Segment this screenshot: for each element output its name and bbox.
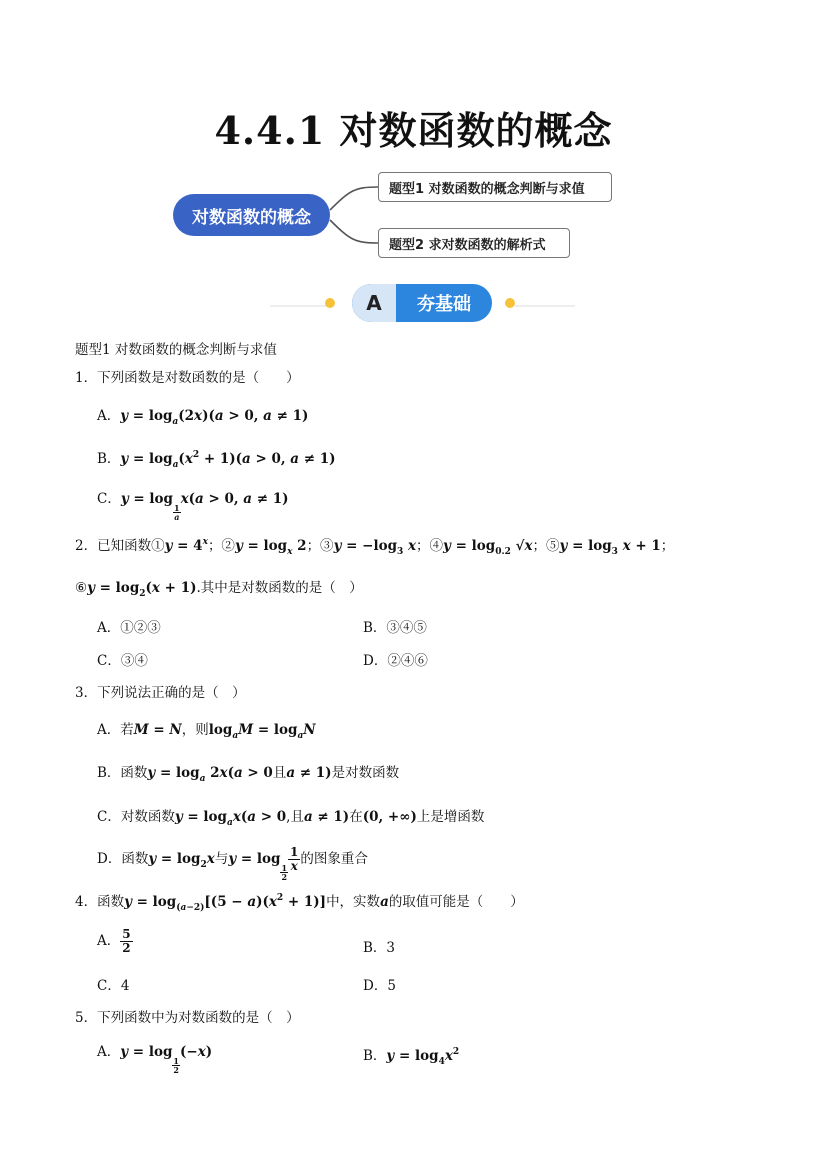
mindmap-branch-1: 题型1 对数函数的概念判断与求值 [378, 172, 612, 202]
q2-option-d: D．②④⑥ [363, 653, 428, 669]
section-heading: 题型1 对数函数的概念判断与求值 [75, 342, 277, 358]
q3-option-b: B．函数$y = \log_a 2x(a > 0$且a ≠ 1)是对数函数 [97, 765, 400, 784]
q2-option-b: B．③④⑤ [363, 620, 427, 636]
q2-option-a: A．①②③ [97, 620, 161, 636]
q3-stem: 3．下列说法正确的是（ ） [75, 685, 246, 701]
q2-stem-line2: ⑥y = $\log_2(x + 1)$.其中是对数函数的是（ ） [75, 580, 363, 599]
mindmap-center: 对数函数的概念 [173, 194, 330, 236]
q3-option-a: A．若M = N，则$\log_aM = \log_aN$ [97, 722, 316, 741]
mindmap-branch-2: 题型2 求对数函数的解析式 [378, 228, 570, 258]
badge-label: 夯基础 [417, 294, 471, 315]
q4-option-d: D．5 [363, 978, 396, 994]
q1-stem: 1．下列函数是对数函数的是（ ） [75, 370, 300, 386]
q5-option-a: A．y = log $\frac{1}{2}$ (−x) [97, 1044, 213, 1075]
q1-option-b: B．$y = \log_a(x^2 + 1)(a > 0$, a ≠ 1) [97, 450, 336, 470]
page-title: 4.4.1 对数函数的概念 [214, 108, 613, 153]
q2-stem-line1: 2．已知函数①y = $4^x$；②y = $\log_x 2$；③y = $-\log_3$ x；④y = $\log_{0.2} √x$；⑤y = $\log_3 x + 1$； [75, 537, 675, 557]
decor-dot-right [505, 298, 515, 308]
q1-option-a: A．$y = \log_a(2x)(a > 0$, a ≠ 1) [97, 408, 309, 427]
q4-option-b: B．3 [363, 940, 396, 956]
q4-stem: 4．函数$y = \log_{(a-2)}[(5 - a)(x^2 + 1)]$中，实数a的取值可能是（ ） [75, 893, 524, 913]
q3-option-c: C．对数函数$y = \log_ax(a > 0$,且a ≠ 1)在(0, +∞)上是增函数 [97, 809, 485, 828]
q1-option-c: C．y = log $\frac{1}{a}$ x(a > 0, a ≠ 1) [97, 491, 289, 522]
q3-option-d: D．函数$y = \log_2x$与y = log $\frac{1}{2}$ $\frac{1}{x}$ 的图象重合 [97, 845, 368, 882]
q2-option-c: C．③④ [97, 653, 148, 669]
q4-option-a: A． $\frac{5}{2}$ [97, 927, 131, 955]
decor-dot-left [325, 298, 335, 308]
section-badge [352, 284, 492, 322]
q4-option-c: C．4 [97, 978, 130, 994]
q5-stem: 5．下列函数中为对数函数的是（ ） [75, 1010, 300, 1026]
badge-letter: A [352, 284, 396, 322]
q5-option-b: B．$y = \log_4x^2$ [363, 1047, 460, 1067]
